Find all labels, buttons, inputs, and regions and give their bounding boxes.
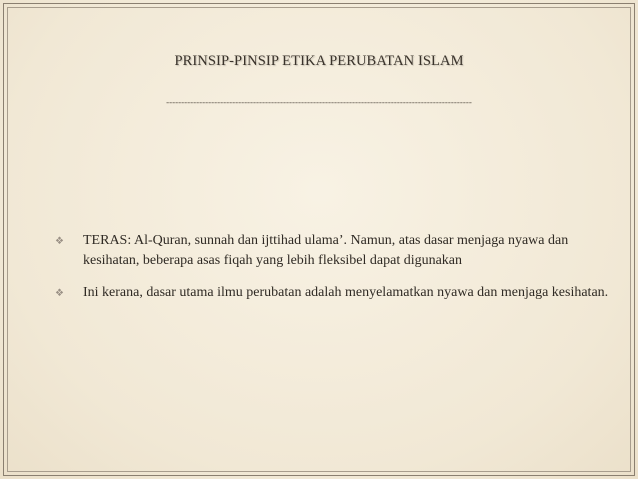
bullet-diamond-icon: ❖	[55, 288, 64, 299]
bullet-item	[52, 283, 612, 303]
bullet-diamond-icon: ❖	[55, 236, 64, 247]
bullet-item	[52, 231, 612, 271]
bullet-text: Ini kerana, dasar utama ilmu perubatan adalah menyelamatkan nyawa dan menjaga kesihatan.	[83, 285, 609, 300]
title-separator: ------------------------------------------------------------------------------------------------------	[166, 97, 472, 107]
slide-title: PRINSIP-PINSIP ETIKA PERUBATAN ISLAM	[174, 53, 464, 69]
bullet-text: TERAS: Al-Quran, sunnah dan ijttihad ulama’. Namun, atas dasar menjaga nyawa dan kesihatan, beberapa asas fiqah yang lebih fleksibel dapat digunakan	[83, 233, 569, 268]
bullet-list	[52, 231, 612, 315]
